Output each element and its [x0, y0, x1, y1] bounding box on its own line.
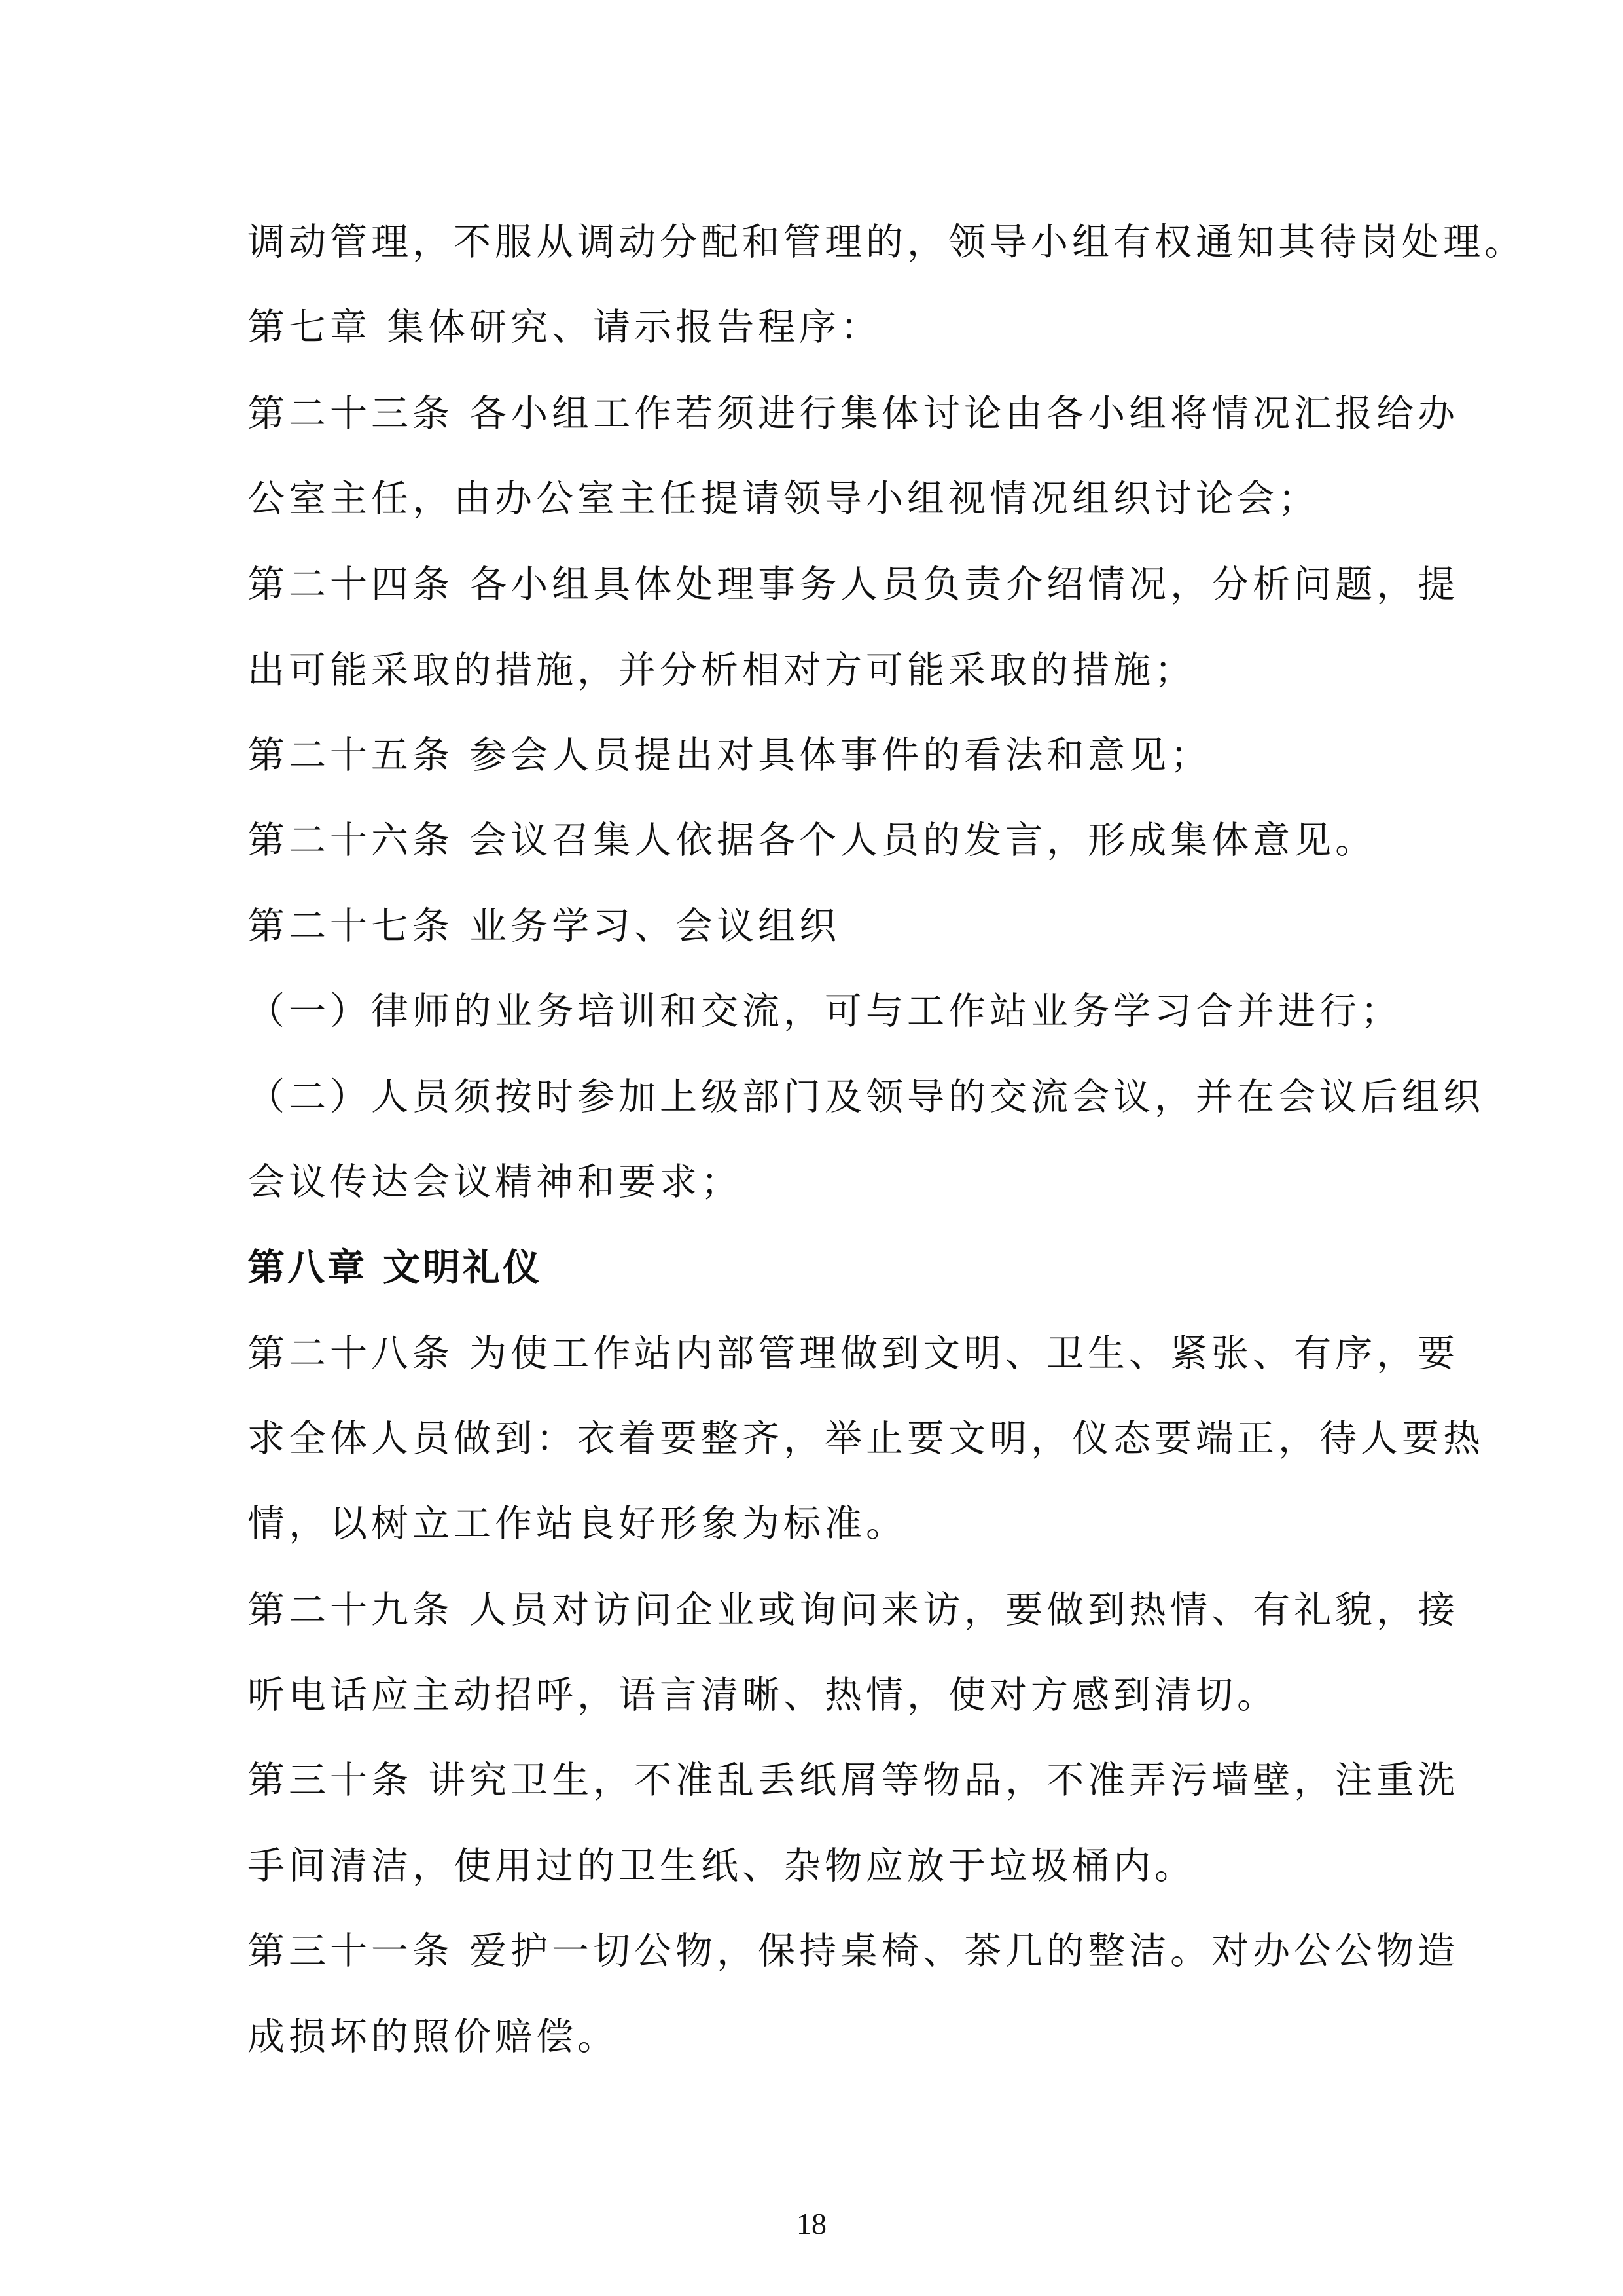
- text-line: 手间清洁，使用过的卫生纸、杂物应放于垃圾桶内。: [247, 1844, 1196, 1888]
- text-line: （二）人员须按时参加上级部门及领导的交流会议，并在会议后组织: [247, 1075, 1484, 1119]
- text-line: 成损坏的照价赔偿。: [247, 2015, 618, 2058]
- text-line: 第二十八条 为使工作站内部管理做到文明、卫生、紧张、有序，要: [247, 1332, 1459, 1375]
- text-line: 第二十九条 人员对访问企业或询问来访，要做到热情、有礼貌，接: [247, 1588, 1459, 1632]
- text-line: 第三十条 讲究卫生，不准乱丢纸屑等物品，不准弄污墙壁，注重洗: [247, 1759, 1459, 1802]
- chapter-heading: 第八章 文明礼仪: [247, 1246, 543, 1289]
- chapter-heading: 第七章 集体研究、请示报告程序：: [247, 306, 882, 349]
- text-line: 第二十三条 各小组工作若须进行集体讨论由各小组将情况汇报给办: [247, 392, 1459, 435]
- text-line: 第二十七条 业务学习、会议组织: [247, 905, 841, 948]
- text-line: 第二十四条 各小组具体处理事务人员负责介绍情况，分析问题，提: [247, 563, 1459, 606]
- text-line: 会议传达会议精神和要求；: [247, 1160, 742, 1204]
- text-line: 第二十六条 会议召集人依据各个人员的发言，形成集体意见。: [247, 819, 1377, 862]
- text-line: 第三十一条 爱护一切公物，保持桌椅、茶几的整洁。对办公公物造: [247, 1929, 1459, 1973]
- text-line: （一）律师的业务培训和交流，可与工作站业务学习合并进行；: [247, 990, 1402, 1033]
- text-line: 第二十五条 参会人员提出对具体事件的看法和意见；: [247, 734, 1212, 777]
- text-line: 情，以树立工作站良好形象为标准。: [247, 1502, 907, 1545]
- page-number: 18: [796, 2207, 827, 2240]
- text-line: 出可能采取的措施，并分析相对方可能采取的措施；: [247, 649, 1196, 692]
- text-line: 求全体人员做到：衣着要整齐，举止要文明，仪态要端正，待人要热: [247, 1417, 1484, 1460]
- text-line: 调动管理，不服从调动分配和管理的，领导小组有权通知其待岗处理。: [247, 221, 1525, 264]
- text-line: 听电话应主动招呼，语言清晰、热情，使对方感到清切。: [247, 1674, 1278, 1717]
- text-line: 公室主任，由办公室主任提请领导小组视情况组织讨论会；: [247, 477, 1319, 520]
